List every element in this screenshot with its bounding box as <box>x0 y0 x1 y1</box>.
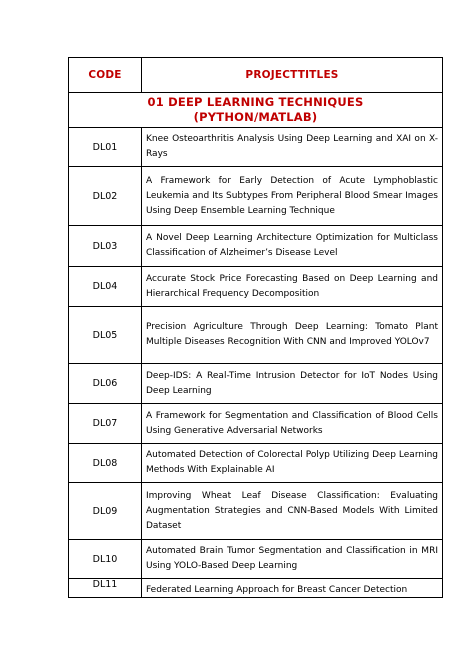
project-code: DL04 <box>69 267 142 307</box>
project-title: Improving Wheat Leaf Disease Classification: Evaluating Augmentation Strategies and CNN-Based Models With Limited Dataset <box>142 483 443 540</box>
project-title: A Framework for Early Detection of Acute Lymphoblastic Leukemia and Its Subtypes From Peripheral Blood Smear Images Using Deep Ensemble Learning Technique <box>142 167 443 226</box>
project-code: DL10 <box>69 540 142 579</box>
table-row <box>69 226 443 267</box>
table-row <box>69 307 443 364</box>
project-code: DL08 <box>69 444 142 483</box>
project-code: DL11 <box>69 579 142 598</box>
project-title: A Novel Deep Learning Architecture Optimization for Multiclass Classification of Alzheimer’s Disease Level <box>142 226 443 267</box>
title-column-header: PROJECTTITLES <box>142 58 443 93</box>
project-title: Automated Brain Tumor Segmentation and Classification in MRI Using YOLO-Based Deep Learning <box>142 540 443 579</box>
code-column-header: CODE <box>69 58 142 93</box>
table-row <box>69 579 443 598</box>
section-heading-row <box>69 93 443 128</box>
table-row <box>69 404 443 444</box>
project-code: DL09 <box>69 483 142 540</box>
table-row <box>69 267 443 307</box>
project-title: A Framework for Segmentation and Classification of Blood Cells Using Generative Adversarial Networks <box>142 404 443 444</box>
project-title: Accurate Stock Price Forecasting Based on Deep Learning and Hierarchical Frequency Decomposition <box>142 267 443 307</box>
table-row <box>69 540 443 579</box>
project-title: Federated Learning Approach for Breast Cancer Detection <box>142 579 443 598</box>
project-code: DL01 <box>69 128 142 167</box>
project-title: Knee Osteoarthritis Analysis Using Deep Learning and XAI on X-Rays <box>142 128 443 167</box>
project-code: DL02 <box>69 167 142 226</box>
project-code: DL07 <box>69 404 142 444</box>
section-heading <box>69 93 443 128</box>
project-title: Automated Detection of Colorectal Polyp Utilizing Deep Learning Methods With Explainable AI <box>142 444 443 483</box>
header-row <box>69 58 443 93</box>
table-row <box>69 167 443 226</box>
table-row <box>69 128 443 167</box>
table-row <box>69 364 443 404</box>
project-code: DL06 <box>69 364 142 404</box>
project-code: DL05 <box>69 307 142 364</box>
project-titles-table <box>68 57 443 598</box>
project-title: Deep-IDS: A Real-Time Intrusion Detector for IoT Nodes Using Deep Learning <box>142 364 443 404</box>
project-code: DL03 <box>69 226 142 267</box>
table-row <box>69 483 443 540</box>
section-heading-line2: (PYTHON/MATLAB) <box>193 110 318 124</box>
project-title: Precision Agriculture Through Deep Learning: Tomato Plant Multiple Diseases Recognition With CNN and Improved YOLOv7 <box>142 307 443 364</box>
section-heading-line1: 01 DEEP LEARNING TECHNIQUES <box>147 95 364 109</box>
table-row <box>69 444 443 483</box>
